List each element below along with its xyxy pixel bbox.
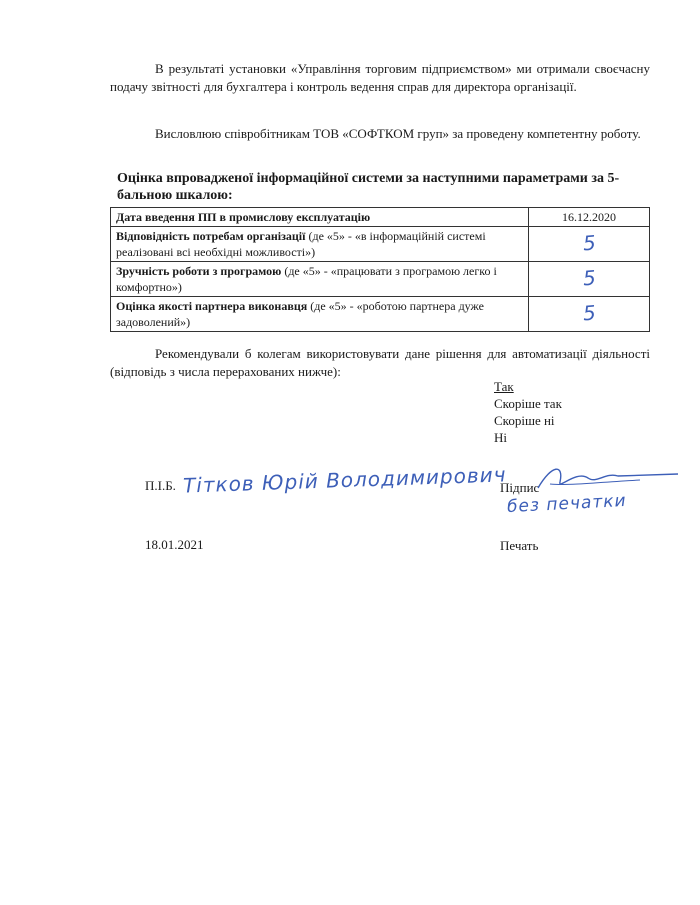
table-cell-label: Відповідність потребам організації (де «5» - «в інформаційній системі реалізовані всі необхідні можливості») xyxy=(111,227,529,262)
evaluation-heading: Оцінка впровадженої інформаційної системи за наступними параметрами за 5-бальною шкалою: xyxy=(117,171,620,203)
choice-option: Ні xyxy=(494,430,507,445)
table-cell-label: Дата введення ПП в промислову експлуатацію xyxy=(111,208,529,227)
table-cell-label: Оцінка якості партнера виконавця (де «5» - «роботою партнера дуже задоволений») xyxy=(111,297,529,332)
document-date: 18.01.2021 xyxy=(145,537,204,552)
choice-list xyxy=(494,378,562,446)
table-cell-date: 16.12.2020 xyxy=(529,208,650,227)
evaluation-table xyxy=(110,207,650,332)
recommend-paragraph: Рекомендували б колегам використовувати дане рішення для автоматизації діяльності (відповідь з числа перерахованих нижче): xyxy=(110,346,650,379)
signature-label: Підпис xyxy=(500,480,540,495)
handwritten-score: 5 xyxy=(581,230,597,255)
seal-label: Печать xyxy=(500,538,539,553)
table-cell-label: Зручність роботи з програмою (де «5» - «працювати з програмою легко і комфортно») xyxy=(111,262,529,297)
handwritten-name: Тітков Юрій Володимирович xyxy=(182,462,507,498)
result-paragraph: В результаті установки «Управління торговим підприємством» ми отримали своєчасну подачу звітності для бухгалтера і контроль ведення справ для директора організації. xyxy=(110,61,650,94)
handwritten-score: 5 xyxy=(581,265,597,290)
choice-option: Так xyxy=(494,379,514,394)
table-row xyxy=(111,297,650,332)
choice-option: Скоріше ні xyxy=(494,413,555,428)
table-row xyxy=(111,262,650,297)
handwritten-note: без печатки xyxy=(506,490,628,518)
table-row xyxy=(111,227,650,262)
signature-mark xyxy=(530,460,680,496)
table-cell-score xyxy=(529,297,650,332)
choice-option: Скоріше так xyxy=(494,396,562,411)
pib-label: П.І.Б. xyxy=(145,478,176,493)
table-cell-score xyxy=(529,262,650,297)
thanks-paragraph: Висловлюю співробітникам ТОВ «СОФТКОМ груп» за проведену компетентну роботу. xyxy=(155,126,641,141)
handwritten-score: 5 xyxy=(581,300,597,325)
table-cell-score xyxy=(529,227,650,262)
table-row xyxy=(111,208,650,227)
